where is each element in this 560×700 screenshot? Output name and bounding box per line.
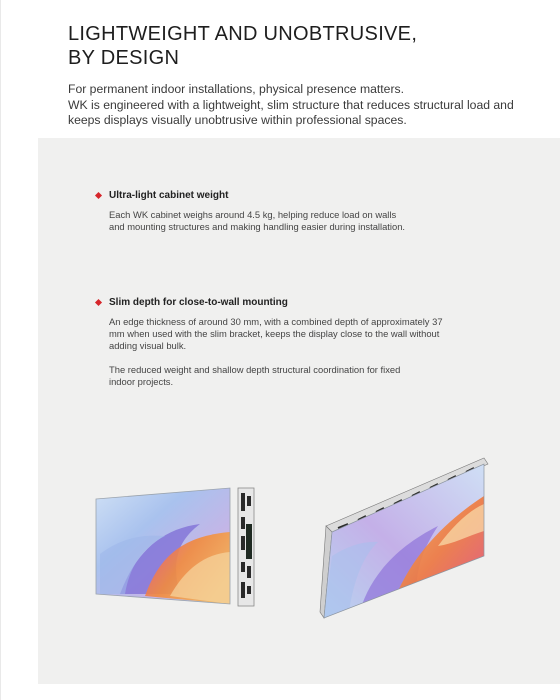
intro-line-3: keeps displays visually unobtrusive within professional spaces. (68, 113, 407, 127)
intro-paragraph (68, 82, 538, 129)
feature-weight-line-1: Each WK cabinet weighs around 4.5 kg, helping reduce load on walls (109, 209, 397, 220)
feature-depth-heading (96, 297, 288, 308)
page-title (68, 22, 417, 70)
feature-depth-title: Slim depth for close-to-wall mounting (109, 297, 288, 308)
feature-weight-title: Ultra-light cabinet weight (109, 190, 229, 201)
diamond-bullet-icon (95, 191, 102, 198)
page-title-line-1: LIGHTWEIGHT AND UNOBTRUSIVE, (68, 23, 418, 45)
screen-front-left (96, 488, 230, 604)
feature-depth-line-1: An edge thickness of around 30 mm, with a combined depth of approximately 37 (109, 316, 443, 327)
screen-front-right (324, 464, 484, 618)
diamond-bullet-icon (95, 298, 102, 305)
feature-depth-note (109, 364, 449, 388)
feature-depth-note-line-1: The reduced weight and shallow depth structural coordination for fixed (109, 364, 401, 375)
feature-depth-line-3: adding visual bulk. (109, 340, 187, 352)
feature-weight-heading (96, 190, 228, 201)
feature-weight-line-2: and mounting structures and making handling easier during installation. (109, 221, 406, 233)
led-cabinet-angled-image (318, 456, 494, 622)
feature-depth-line-2: mm when used with the slim bracket, keeps the display close to the wall without (109, 328, 440, 340)
led-cabinet-front-and-side-image (90, 484, 265, 609)
page-title-line-2: BY DESIGN (68, 47, 180, 69)
intro-line-2: WK is engineered with a lightweight, slim structure that reduces structural load and (68, 97, 514, 112)
feature-depth-body (109, 316, 449, 353)
feature-weight-body (109, 209, 449, 233)
feature-depth-note-line-2: indoor projects. (109, 376, 174, 388)
cabinet-side-profile (238, 488, 254, 606)
intro-line-1: For permanent indoor installations, physical presence matters. (68, 82, 404, 96)
page-left-rule (0, 0, 1, 700)
